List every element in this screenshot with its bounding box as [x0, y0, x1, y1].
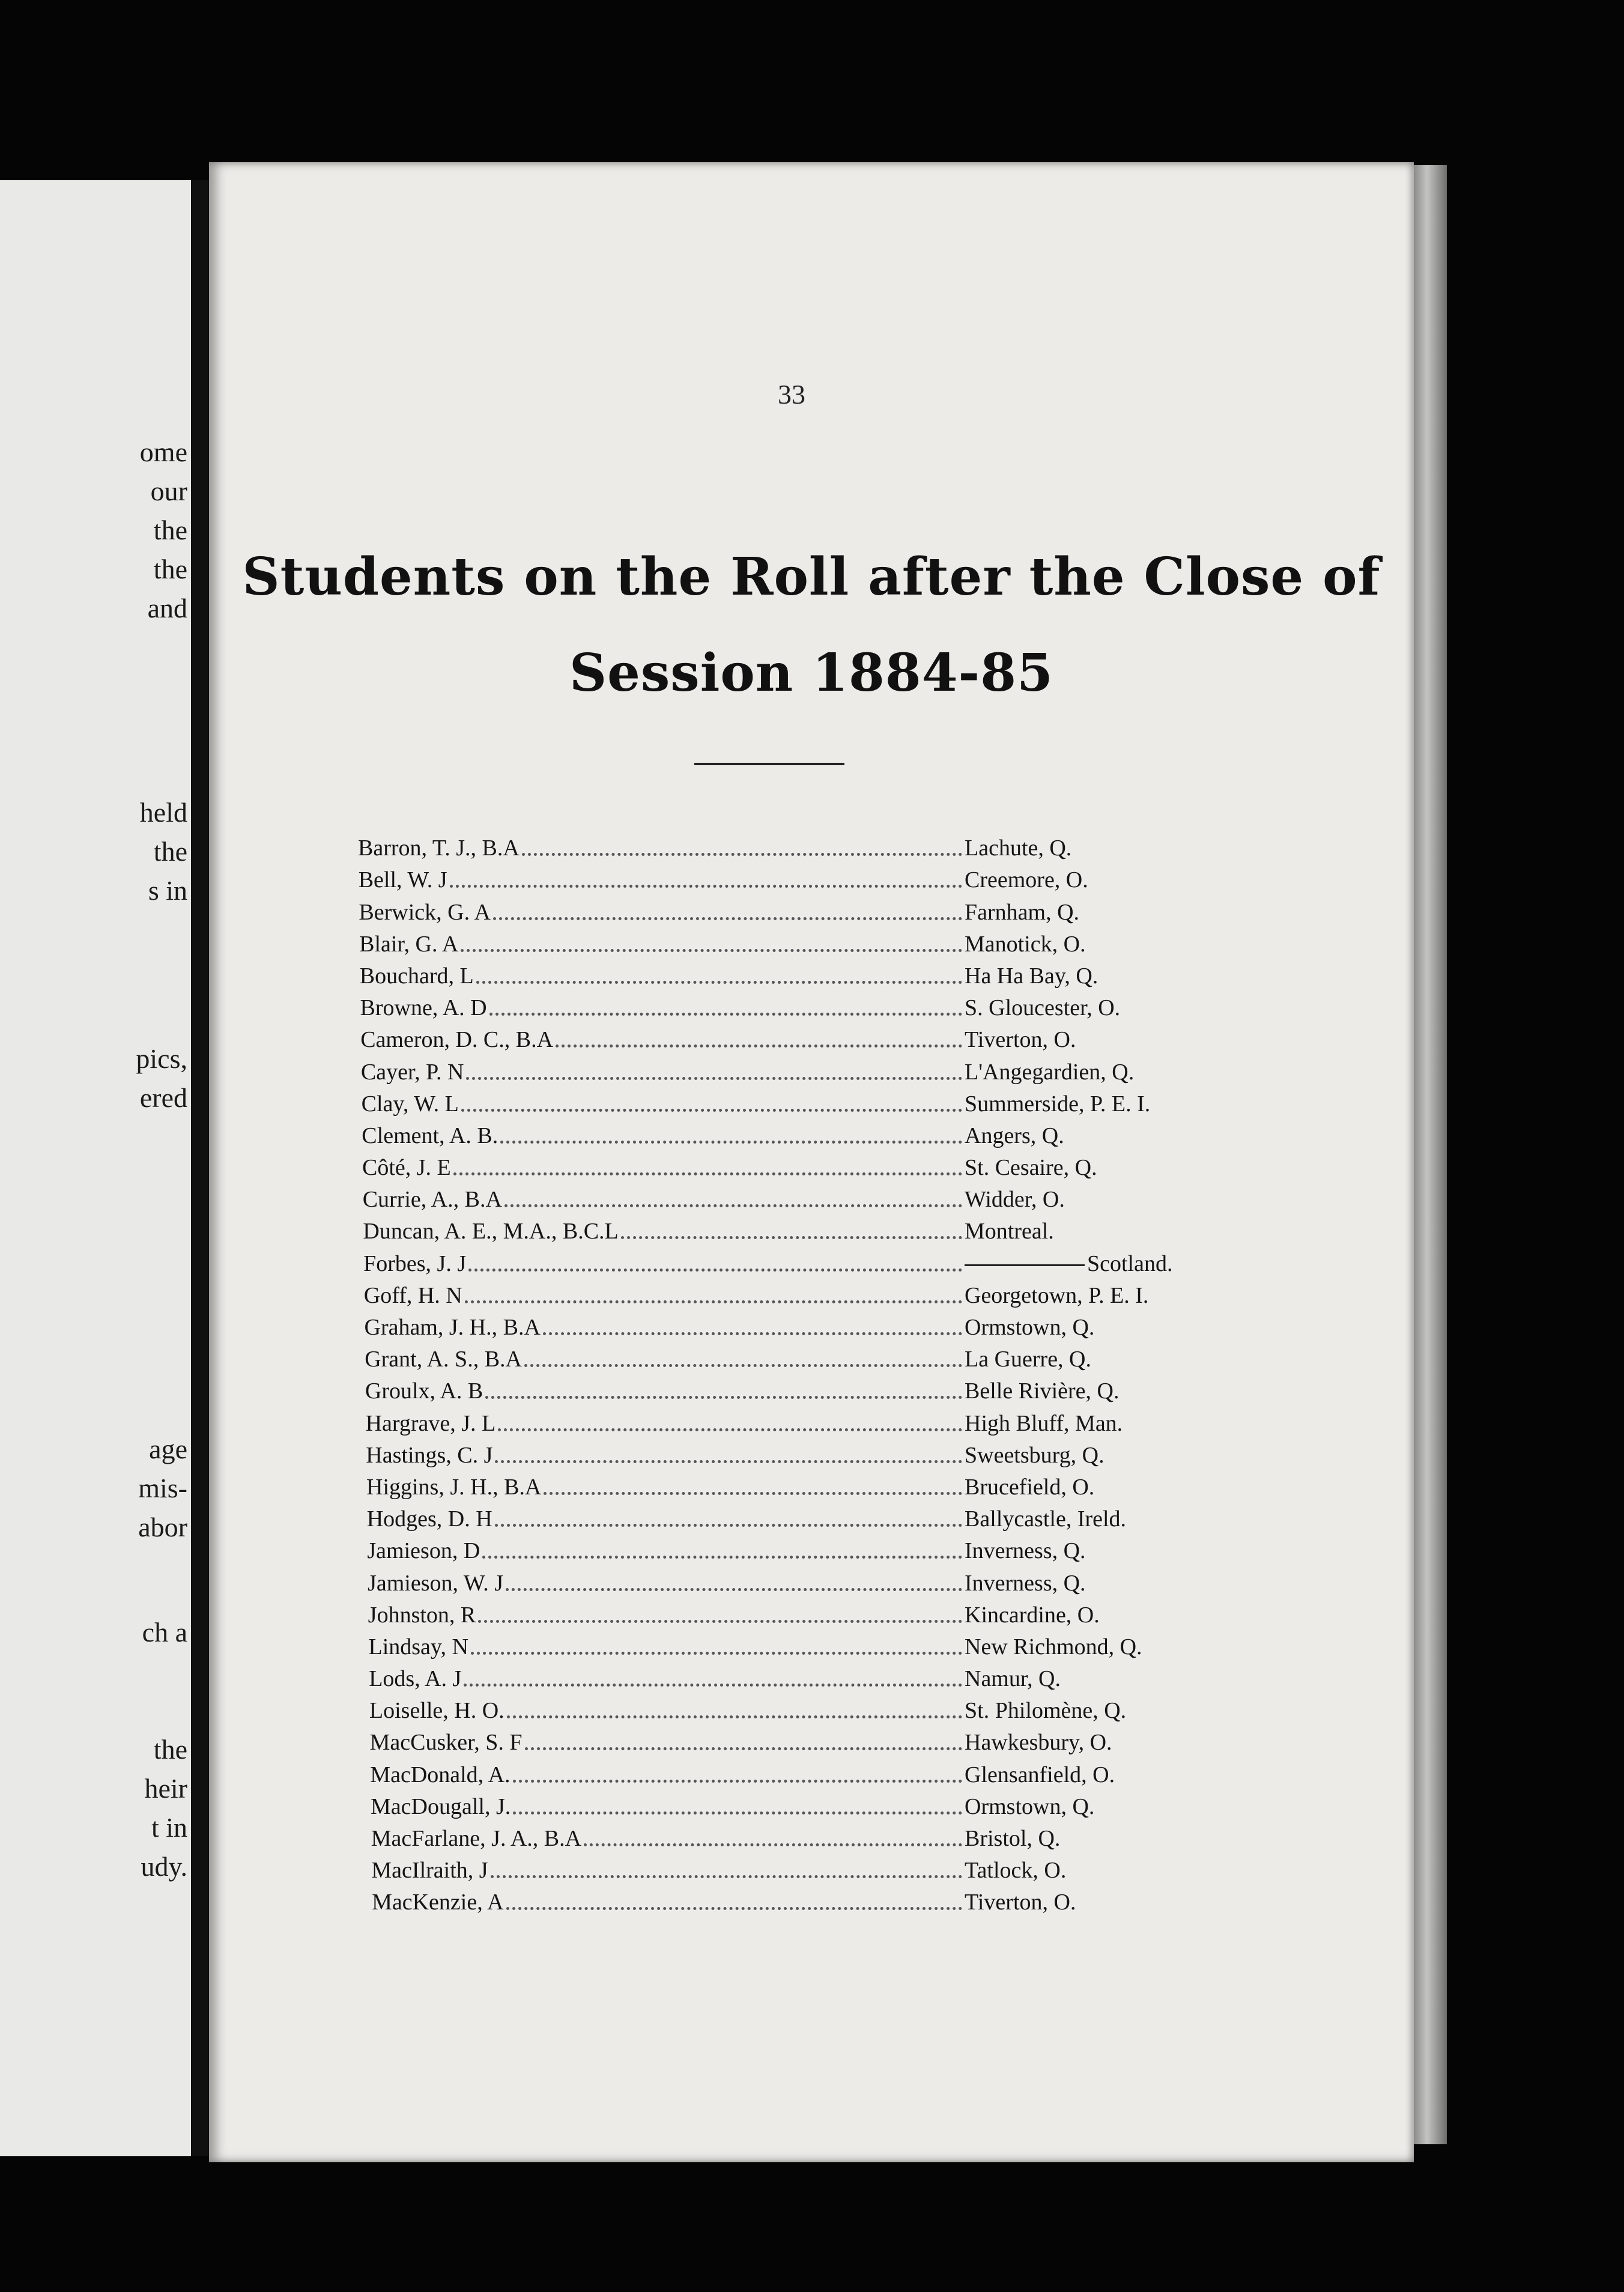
student-residence: New Richmond, Q. — [965, 1634, 1142, 1660]
student-residence: Ormstown, Q. — [965, 1315, 1095, 1340]
student-residence-text: Scotland. — [1087, 1251, 1173, 1276]
left-page-text-fragment: ered — [139, 1082, 187, 1113]
student-name: Loiselle, H. O. — [369, 1698, 504, 1724]
student-residence: High Bluff, Man. — [965, 1410, 1123, 1436]
student-name: Blair, G. A — [359, 931, 459, 957]
list-item — [358, 1147, 1217, 1179]
left-page-text-fragment: abor — [138, 1512, 187, 1542]
student-residence: Georgetown, P. E. I. — [965, 1282, 1149, 1308]
student-name: Cayer, P. N — [360, 1059, 464, 1085]
list-item — [358, 828, 1217, 860]
student-residence: S. Gloucester, O. — [965, 995, 1121, 1021]
left-page-text-fragment: ome — [139, 437, 187, 467]
list-item — [358, 1179, 1217, 1211]
student-residence: Inverness, Q. — [965, 1538, 1086, 1564]
left-page-text-fragment: s in — [148, 875, 187, 906]
student-name: Cameron, D. C., B.A — [360, 1027, 554, 1053]
student-name: Lindsay, N — [368, 1634, 468, 1660]
student-residence: Hawkesbury, O. — [965, 1730, 1112, 1756]
left-page-text-fragment: mis- — [138, 1473, 187, 1503]
student-name: Jamieson, W. J — [368, 1570, 503, 1596]
list-item — [358, 1850, 1217, 1882]
left-page-text-fragment: the — [153, 836, 187, 867]
dot-leader — [495, 1523, 962, 1527]
dot-leader — [507, 1715, 962, 1718]
dot-leader — [513, 1811, 962, 1814]
list-item — [358, 987, 1217, 1019]
student-residence: Ballycastle, Ireld. — [965, 1506, 1127, 1532]
list-item — [358, 860, 1217, 891]
student-name: Berwick, G. A — [359, 899, 491, 925]
student-residence: St. Philomène, Q. — [965, 1698, 1127, 1724]
student-residence: Inverness, Q. — [965, 1570, 1086, 1596]
dot-leader — [478, 1619, 962, 1623]
student-name: Browne, A. D — [360, 995, 487, 1021]
student-roll — [358, 828, 1217, 1914]
page-subtitle: Session 1884-85 — [569, 643, 1053, 703]
dot-leader — [513, 1779, 962, 1783]
student-residence: Bristol, Q. — [965, 1826, 1061, 1851]
left-page-text-fragment: ch a — [142, 1617, 187, 1648]
dot-leader — [464, 1683, 962, 1687]
dot-leader — [476, 980, 962, 984]
student-name: MacFarlane, J. A., B.A — [371, 1826, 582, 1851]
left-page-text-fragment: udy. — [141, 1851, 187, 1882]
list-item — [358, 924, 1217, 956]
student-residence: Belle Rivière, Q. — [965, 1378, 1120, 1404]
student-name: Bouchard, L — [359, 963, 474, 989]
list-item — [358, 1435, 1217, 1467]
student-residence: Tiverton, O. — [965, 1890, 1076, 1915]
dot-leader — [468, 1268, 962, 1272]
dot-leader — [465, 1300, 962, 1303]
student-residence: Manotick, O. — [965, 931, 1086, 957]
list-item — [358, 1371, 1217, 1402]
dot-leader — [482, 1555, 962, 1559]
list-item — [358, 891, 1217, 923]
student-name: Hargrave, J. L — [365, 1410, 496, 1436]
student-name: MacIlraith, J — [371, 1858, 488, 1884]
dot-leader — [525, 1747, 962, 1750]
dot-leader — [461, 1108, 962, 1112]
student-residence: La Guerre, Q. — [965, 1347, 1092, 1372]
list-item — [358, 1818, 1217, 1850]
list-item — [358, 1402, 1217, 1434]
dot-leader — [524, 1363, 962, 1367]
student-residence: St. Cesaire, Q. — [965, 1155, 1097, 1181]
dot-leader — [471, 1651, 962, 1655]
left-page-text-fragment: our — [150, 476, 187, 506]
dot-leader — [621, 1235, 962, 1239]
student-name: Jamieson, D — [367, 1538, 480, 1564]
student-name: Graham, J. H., B.A — [364, 1315, 541, 1340]
dot-leader — [584, 1843, 962, 1846]
list-item — [358, 1882, 1217, 1914]
list-item — [358, 1562, 1217, 1594]
student-name: Currie, A., B.A — [362, 1187, 502, 1213]
student-name: MacKenzie, A — [372, 1890, 504, 1915]
dot-leader — [556, 1044, 962, 1047]
dot-leader — [498, 1428, 962, 1431]
list-item — [358, 1722, 1217, 1754]
student-name: Groulx, A. B — [365, 1378, 483, 1404]
student-name: Côté, J. E — [362, 1155, 451, 1181]
left-page-text-fragment: held — [139, 797, 187, 828]
dot-leader — [453, 1172, 962, 1175]
list-item — [358, 1307, 1217, 1339]
list-item — [358, 1084, 1217, 1115]
left-page-text-fragment: heir — [144, 1773, 187, 1804]
student-name: Johnston, R — [368, 1602, 476, 1628]
list-item — [358, 1690, 1217, 1722]
student-name: MacDonald, A. — [370, 1762, 511, 1787]
student-residence: Montreal. — [965, 1219, 1054, 1245]
page-number: 33 — [778, 379, 805, 410]
student-residence: Ha Ha Bay, Q. — [965, 963, 1098, 989]
student-residence: Creemore, O. — [965, 867, 1088, 893]
dot-leader — [491, 1875, 962, 1878]
list-item — [358, 1754, 1217, 1786]
list-item — [358, 1467, 1217, 1499]
dot-leader — [489, 1012, 962, 1016]
left-facing-page — [0, 180, 191, 2156]
left-page-text-fragment: t in — [151, 1812, 187, 1843]
dot-leader — [461, 948, 962, 952]
student-name: Forbes, J. J — [363, 1251, 467, 1276]
student-residence: Farnham, Q. — [965, 899, 1080, 925]
dot-leader — [485, 1395, 962, 1399]
list-item — [358, 1499, 1217, 1530]
student-name: Clay, W. L — [361, 1091, 459, 1117]
student-residence: Lachute, Q. — [965, 835, 1072, 861]
left-page-text-fragment: the — [153, 515, 187, 545]
list-item — [358, 1658, 1217, 1690]
list-item — [358, 1595, 1217, 1627]
left-page-text-fragment: the — [153, 554, 187, 584]
student-residence: Tatlock, O. — [965, 1858, 1067, 1884]
student-residence: L'Angegardien, Q. — [965, 1059, 1135, 1085]
left-page-text-fragment: pics, — [136, 1043, 187, 1074]
dot-leader — [493, 917, 962, 920]
dot-leader — [522, 852, 962, 856]
left-page-text-fragment: and — [147, 593, 187, 623]
dot-leader — [543, 1332, 962, 1335]
list-item — [358, 1211, 1217, 1243]
dot-leader — [506, 1587, 962, 1591]
dot-leader — [495, 1460, 962, 1463]
student-residence: Glensanfield, O. — [965, 1762, 1115, 1787]
student-residence: Namur, Q. — [965, 1666, 1061, 1692]
list-item — [358, 1115, 1217, 1147]
student-residence: Ormstown, Q. — [965, 1793, 1095, 1819]
list-item — [358, 1627, 1217, 1658]
left-page-text-fragment: age — [149, 1434, 187, 1464]
list-item — [358, 1051, 1217, 1083]
list-item — [358, 1530, 1217, 1562]
dot-leader — [450, 884, 963, 888]
dot-leader — [544, 1491, 962, 1495]
student-name: Duncan, A. E., M.A., B.C.L — [363, 1219, 619, 1245]
dot-leader — [500, 1140, 962, 1144]
student-name: Clement, A. B. — [362, 1123, 498, 1148]
student-name: Lods, A. J — [369, 1666, 462, 1692]
blank-dash — [965, 1264, 1085, 1266]
document-page — [209, 162, 1414, 2162]
student-name: Hastings, C. J — [366, 1442, 493, 1468]
dot-leader — [504, 1204, 962, 1207]
list-item — [358, 1786, 1217, 1818]
title-rule — [694, 763, 844, 765]
student-residence: Tiverton, O. — [965, 1027, 1076, 1053]
list-item — [358, 956, 1217, 987]
student-name: Higgins, J. H., B.A — [366, 1474, 542, 1500]
student-name: MacCusker, S. F — [369, 1730, 523, 1756]
student-residence — [965, 1252, 1217, 1275]
student-name: Bell, W. J — [358, 867, 447, 893]
dot-leader — [466, 1076, 962, 1080]
student-residence: Widder, O. — [965, 1187, 1065, 1213]
student-residence: Kincardine, O. — [965, 1602, 1100, 1628]
student-name: Barron, T. J., B.A — [358, 835, 520, 861]
page-title: Students on the Roll after the Close of — [242, 547, 1381, 607]
student-residence: Sweetsburg, Q. — [965, 1442, 1104, 1468]
dot-leader — [506, 1906, 962, 1910]
student-residence: Angers, Q. — [965, 1123, 1064, 1148]
student-name: Grant, A. S., B.A — [365, 1347, 522, 1372]
page-edge — [1414, 165, 1447, 2144]
student-residence: Brucefield, O. — [965, 1474, 1095, 1500]
student-name: Hodges, D. H — [366, 1506, 492, 1532]
list-item — [358, 1243, 1217, 1275]
student-name: Goff, H. N — [363, 1282, 462, 1308]
student-residence: Summerside, P. E. I. — [965, 1091, 1151, 1117]
left-page-text-fragment: the — [153, 1734, 187, 1765]
student-name: MacDougall, J. — [371, 1793, 511, 1819]
list-item — [358, 1019, 1217, 1051]
list-item — [358, 1339, 1217, 1371]
list-item — [358, 1275, 1217, 1307]
